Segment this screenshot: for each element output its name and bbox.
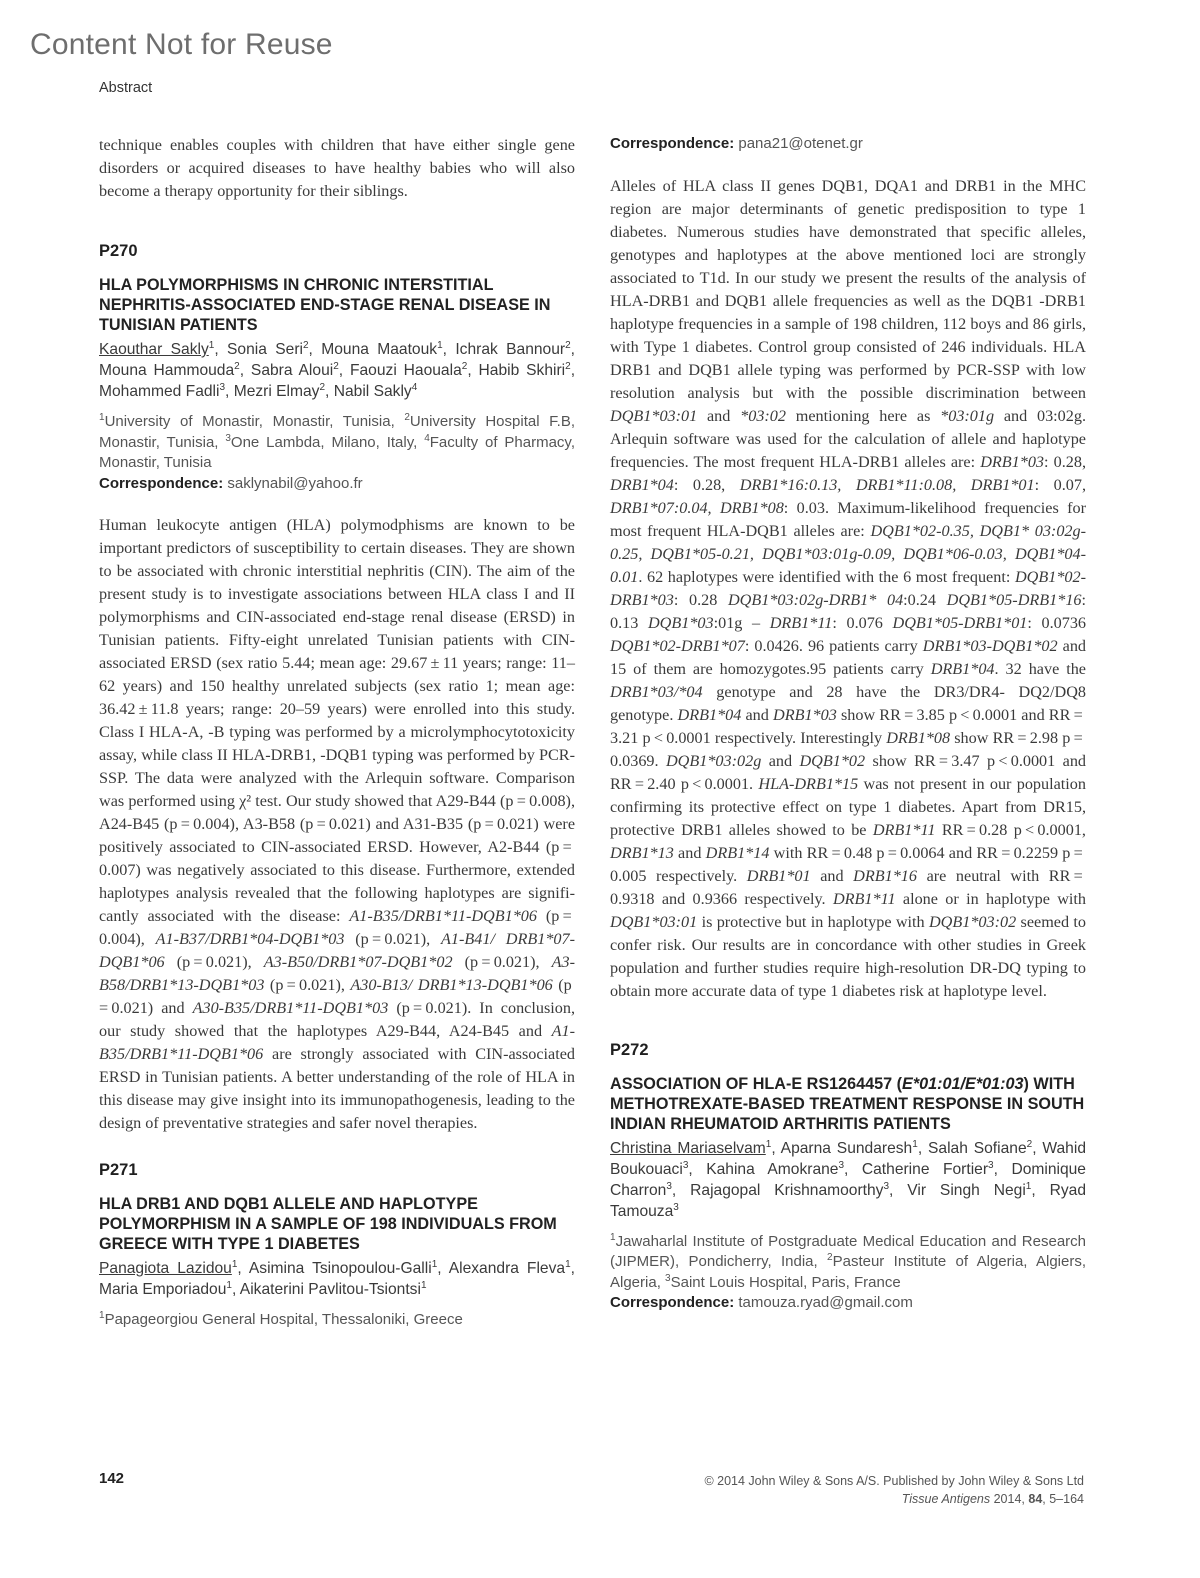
affiliation-number: 1: [99, 1310, 105, 1321]
journal-pages: , 5–164: [1042, 1492, 1084, 1506]
affiliation-marker: 2: [234, 360, 240, 372]
author-name: Faouzi Haouala: [349, 362, 462, 379]
abstract-title: ASSOCIATION OF HLA-E RS1264457 (E*01:01/E*01:03) WITH METHOTREXATE-BASED TREATMENT RESPONSE IN SOUTH INDIAN RHEUMATOID ARTHRITIS PATIENTS: [610, 1074, 1085, 1133]
correspondence-label: Correspondence:: [610, 1294, 735, 1311]
author-name: Maria Emporiadou: [99, 1281, 227, 1298]
journal-name: Tissue Antigens: [901, 1492, 991, 1506]
affiliation-marker: 2: [461, 360, 468, 372]
affiliation-text: University Hospital F.B, Monastir, Tunisia,: [99, 413, 575, 451]
correspondence: [610, 134, 1086, 155]
correspondence-email[interactable]: saklynabil@yahoo.fr: [227, 474, 363, 492]
author-name: Asimina Tsinopoulou-Galli: [248, 1260, 432, 1277]
right-column: [610, 134, 1086, 1314]
affiliation-text: Papageorgiou General Hospital, Thessaloniki, Greece: [104, 1311, 463, 1328]
affiliation-marker: 2: [319, 381, 326, 393]
affiliation-marker: 3: [988, 1159, 994, 1171]
author-name: Mouna Hammouda: [99, 362, 235, 379]
author-name: Wahid Boukouaci: [610, 1139, 1086, 1178]
abstract-title: HLA DRB1 AND DQB1 ALLELE AND HAPLOTYPE POLYMORPHISM IN A SAMPLE OF 198 INDIVIDUALS FROM GREECE WITH TYPE 1 DIABETES: [99, 1195, 557, 1253]
affiliation-text: Saint Louis Hospital, Paris, France: [670, 1273, 901, 1291]
abstract-id: P272: [610, 1040, 649, 1059]
affiliation-text: University of Monastir, Monastir, Tunisia,: [104, 413, 405, 430]
author-name: Sabra Aloui: [250, 362, 334, 379]
affiliation-marker: 1: [208, 339, 215, 351]
author-name: Dominique Charron: [610, 1160, 1086, 1199]
affiliation-marker: 1: [231, 1258, 238, 1270]
copyright-line: © 2014 John Wiley & Sons A/S. Published by John Wiley & Sons Ltd: [704, 1474, 1084, 1488]
author-name: Alexandra Fleva: [448, 1260, 566, 1277]
abstract-body: Alleles of HLA class II genes DQB1, DQA1 and DRB1 in the MHC region are major determinants of genetic predisposition to type 1 diabetes. Numerous studies have demonstrated that specific alleles, genotypes and haplotypes at the above mentioned loci are strongly associated to T1d. In our study we present the results of the analysis of HLA-DRB1 and DQB1 allele frequencies as well as the DQB1 -DRB1 haplotype frequencies in a sample of 198 children, 112 boys and 86 girls, with Type 1 diabetes. Control group consisted of 246 individuals. HLA DRB1 and DQB1 allele typing was performed by PCR-SSP with low resolution analysis but with the possible discrimination between DQB1*03:01 and *03:02 mentioning here as *03:01g and 03:02g. Arlequin software was used for the calculation of allele and haplotype frequencies. The most frequent HLA-DRB1 alleles are: DRB1*03: 0.28, DRB1*04: 0.28, DRB1*16:0.13, DRB1*11:0.08, DRB1*01: 0.07, DRB1*07:0.04, DRB1*08: 0.03. Maximum-likelihood frequencies for most frequent HLA-DQB1 alleles are: DQB1*02-0.35, DQB1* 03:02g-0.25, DQB1*05-0.21, DQB1*03:01g-0.09, DQB1*06-0.03, DQB1*04-0.01. 62 haplotypes were identified with the 6 most frequent: DQB1*02-DRB1*03: 0.28 DQB1*03:02g-DRB1* 04:0.24 DQB1*05-DRB1*16: 0.13 DQB1*03:01g – DRB1*11: 0.076 DQB1*05-DRB1*01: 0.0736 DQB1*02-DRB1*07: 0.0426. 96 patients carry DRB1*03-DQB1*02 and 15 of them are homozygotes.95 patients carry DRB1*04. 32 have the DRB1*03/*04 genotype and 28 have the DR3/DR4- DQ2/DQ8 genotype. DRB1*04 and DRB1*03 show RR = 3.85 p < 0.0001 and RR = 3.21 p < 0.0001 respectively. Interestingly DRB1*08 show RR = 2.98 p = 0.0369. DQB1*03:02g and DQB1*02 show RR = 3.47 p < 0.0001 and RR = 2.40 p < 0.0001. HLA-DRB1*15 was not present in our population confirming its protective effect on type 1 diabetes. Apart from DR15, protective DRB1 alleles showed to be DRB1*11 RR = 0.28 p < 0.0001, DRB1*13 and DRB1*14 with RR = 0.48 p = 0.0064 and RR = 0.2259 p = 0.005 respectively. DRB1*01 and DRB1*16 are neutral with RR = 0.9318 and 0.9366 respectively. DRB1*11 alone or in haplotype with DQB1*03:01 is protective but in haplotype with DQB1*03:02 seemed to confer risk. Our results are in concordance with other studies in Greek population and further studies require high-resolution DR-DQ typing to obtain more accurate data of type 1 diabetes risk at haplotype level.: [610, 176, 1087, 1000]
author-name: Catherine Fortier: [861, 1160, 989, 1178]
affiliation-number: 1: [99, 412, 105, 423]
affiliations: [99, 1310, 575, 1331]
affiliation-text: Jawaharlal Institute of Postgraduate Medical Education and Research (JIPMER), Pondicherry, India,: [610, 1232, 1086, 1270]
correspondence-label: Correspondence:: [610, 135, 735, 152]
correspondence: [610, 1293, 1086, 1314]
affiliation-marker: 2: [565, 360, 571, 372]
affiliation-text: Pasteur Institute of Algeria, Algiers, Algeria,: [610, 1253, 1087, 1291]
abstract-body: Human leukocyte antigen (HLA) polymodphisms are known to be important predictors of susceptibility to certain diseases. They are shown to be associated with chronic interstitial nephritis (CIN). The aim of the present study is to investigate associations between HLA class I and II polymorphisms and CIN-associated end-stage renal disease (ERSD) in Tunisian patients. Fifty-eight unrelated Tunisian patients with CIN-associated ERSD (sex ratio 5.44; mean age: 29.67 ± 11 years; range: 11–62 years) and 150 healthy unrelated subjects (sex ratio 1; mean age: 36.42 ± 11.8 years; range: 20–59 years) were enrolled into this study. Class I HLA-A, -B typing was performed by a microlymphocytotoxicity assay, while class II HLA-DRB1, -DQB1 typing was performed by PCR-SSP. The data were analyzed with the Arlequin software. Comparison was performed using χ² test. Our study showed that A29-B44 (p = 0.008), A24-B45 (p = 0.004), A3-B58 (p = 0.021) and A31-B35 (p = 0.021) were positively associated to CIN-associated ERSD. However, A2-B44 (p = 0.007) was negatively associated to this disease. Furthermore, extended haplotypes analysis revealed that the following haplotypes are significantly associated with the disease: A1-B35/DRB1*11-DQB1*06 (p = 0.004), A1-B37/DRB1*04-DQB1*03 (p = 0.021), A1-B41/ DRB1*07-DQB1*06 (p = 0.021), A3-B50/DRB1*07-DQB1*02 (p = 0.021), A3-B58/DRB1*13-DQB1*03 (p = 0.021), A30-B13/ DRB1*13-DQB1*06 (p = 0.021) and A30-B35/DRB1*11-DQB1*03 (p = 0.021). In conclusion, our study showed that the haplotypes A29-B44, A24-B45 and A1-B35/DRB1*11-DQB1*06 are strongly associated with CIN-associated ERSD in Tunisian patients. A better understanding of the role of HLA in this disease may give insight into its immunopathogenesis, leading to the design of preventative strategies and safer novel therapies.: [99, 516, 575, 1132]
affiliation-number: 4: [424, 432, 430, 444]
author-name: Mohammed Fadli: [99, 383, 220, 400]
author-name: Mouna Maatouk: [321, 341, 438, 358]
affiliation-marker: 3: [673, 1201, 679, 1213]
author-name: Sonia Seri: [227, 341, 303, 358]
affiliation-marker: 2: [333, 360, 339, 372]
author-list: Christina Mariaselvam$^1$, Aparna Sundaresh$^1$, Salah Sofiane$^2$, Wahid Boukouaci$^3$, Kahina Amokrane$^3$, Catherine Fortier$^3$, Dominique Charron$^3$, Rajagopal Krishnamoorthy$^3$, Vir Singh Negi$^1$, Ryad Tamouza$^3$: [610, 1138, 1086, 1220]
affiliation-marker: 2: [302, 339, 309, 351]
journal-volume: 84: [1028, 1492, 1043, 1506]
author-name: Ryad Tamouza: [610, 1181, 1086, 1220]
author-list: Kaouthar Sakly$^1$, Sonia Seri$^2$, Mouna Maatouk$^1$, Ichrak Bannour$^2$, Mouna Hammouda$^2$, Sabra Aloui$^2$, Faouzi Haouala$^2$, Habib Skhiri$^2$, Mohammed Fadli$^3$, Mezri Elmay$^2$, Nabil Sakly$^4$: [99, 339, 576, 400]
affiliation-marker: 1: [565, 1258, 571, 1270]
affiliation-marker: 1: [420, 1279, 427, 1291]
author-name: Salah Sofiane: [928, 1139, 1027, 1157]
correspondence-email[interactable]: tamouza.ryad@gmail.com: [738, 1294, 913, 1311]
affiliation-number: 3: [225, 432, 231, 444]
affiliation-marker: 3: [883, 1180, 890, 1192]
affiliation-marker: 3: [666, 1180, 672, 1192]
author-list: Panagiota Lazidou$^1$, Asimina Tsinopoulou-Galli$^1$, Alexandra Fleva$^1$, Maria Emporiadou$^1$, Aikaterini Pavlitou-Tsiontsi$^1$: [99, 1258, 575, 1298]
affiliations: [610, 1232, 1086, 1294]
author-name: Christina Mariaselvam: [610, 1139, 766, 1157]
affiliation-marker: 3: [682, 1159, 689, 1171]
abstract-id: P270: [99, 242, 138, 260]
affiliation-marker: 1: [437, 339, 443, 351]
author-name: Ichrak Bannour: [455, 341, 566, 358]
author-name: Nabil Sakly: [333, 383, 412, 400]
journal-year: 2014,: [993, 1492, 1025, 1506]
page-number: 142: [99, 1470, 125, 1487]
abstract-title: HLA POLYMORPHISMS IN CHRONIC INTERSTITIAL NEPHRITIS-ASSOCIATED END-STAGE RENAL DISEASE IN TUNISIAN PATIENTS: [99, 276, 551, 334]
affiliation-marker: 1: [765, 1138, 772, 1150]
watermark: Content Not for Reuse: [30, 28, 333, 61]
author-name: Vir Singh Negi: [907, 1181, 1026, 1199]
affiliation-marker: 1: [431, 1258, 438, 1270]
affiliation-marker: 3: [219, 381, 226, 393]
affiliation-number: 3: [665, 1272, 671, 1284]
affiliation-marker: 4: [411, 381, 418, 393]
author-name: Habib Skhiri: [478, 362, 566, 379]
affiliation-number: 2: [404, 412, 410, 423]
author-name: Kahina Amokrane: [706, 1160, 839, 1178]
affiliation-number: 2: [827, 1252, 833, 1263]
footer-citation: [704, 1472, 1084, 1508]
author-name: Aikaterini Pavlitou-Tsiontsi: [239, 1281, 421, 1298]
affiliation-marker: 3: [838, 1159, 845, 1171]
affiliation-number: 1: [610, 1231, 616, 1243]
abstract-id: P271: [99, 1161, 138, 1179]
affiliation-text: One Lambda, Milano, Italy,: [230, 433, 425, 451]
running-head: Abstract: [99, 80, 153, 96]
affiliation-text: Faculty of Pharmacy, Monastir, Tunisia: [99, 433, 575, 471]
author-name: Rajagopal Krishnamoorthy: [690, 1181, 884, 1199]
affiliation-marker: 2: [1026, 1138, 1033, 1150]
correspondence-label: Correspondence:: [99, 474, 224, 492]
correspondence-email[interactable]: pana21@otenet.gr: [738, 135, 863, 152]
author-name: Mezri Elmay: [233, 383, 320, 400]
affiliation-marker: 1: [1025, 1180, 1032, 1192]
continuation-text: technique enables couples with children that have either single gene disorders or acquired diseases to have healthy babies who will also become a therapy opportunity for their siblings.: [99, 136, 575, 200]
journal-citation: [704, 1490, 1084, 1508]
affiliation-marker: 1: [912, 1138, 918, 1150]
affiliation-marker: 2: [565, 339, 571, 351]
author-name: Panagiota Lazidou: [99, 1260, 232, 1277]
affiliations: [99, 412, 575, 474]
correspondence: [99, 474, 575, 495]
affiliation-marker: 1: [226, 1279, 232, 1291]
author-name: Aparna Sundaresh: [780, 1139, 913, 1157]
author-name: Kaouthar Sakly: [99, 341, 209, 358]
left-column: [99, 134, 575, 1331]
